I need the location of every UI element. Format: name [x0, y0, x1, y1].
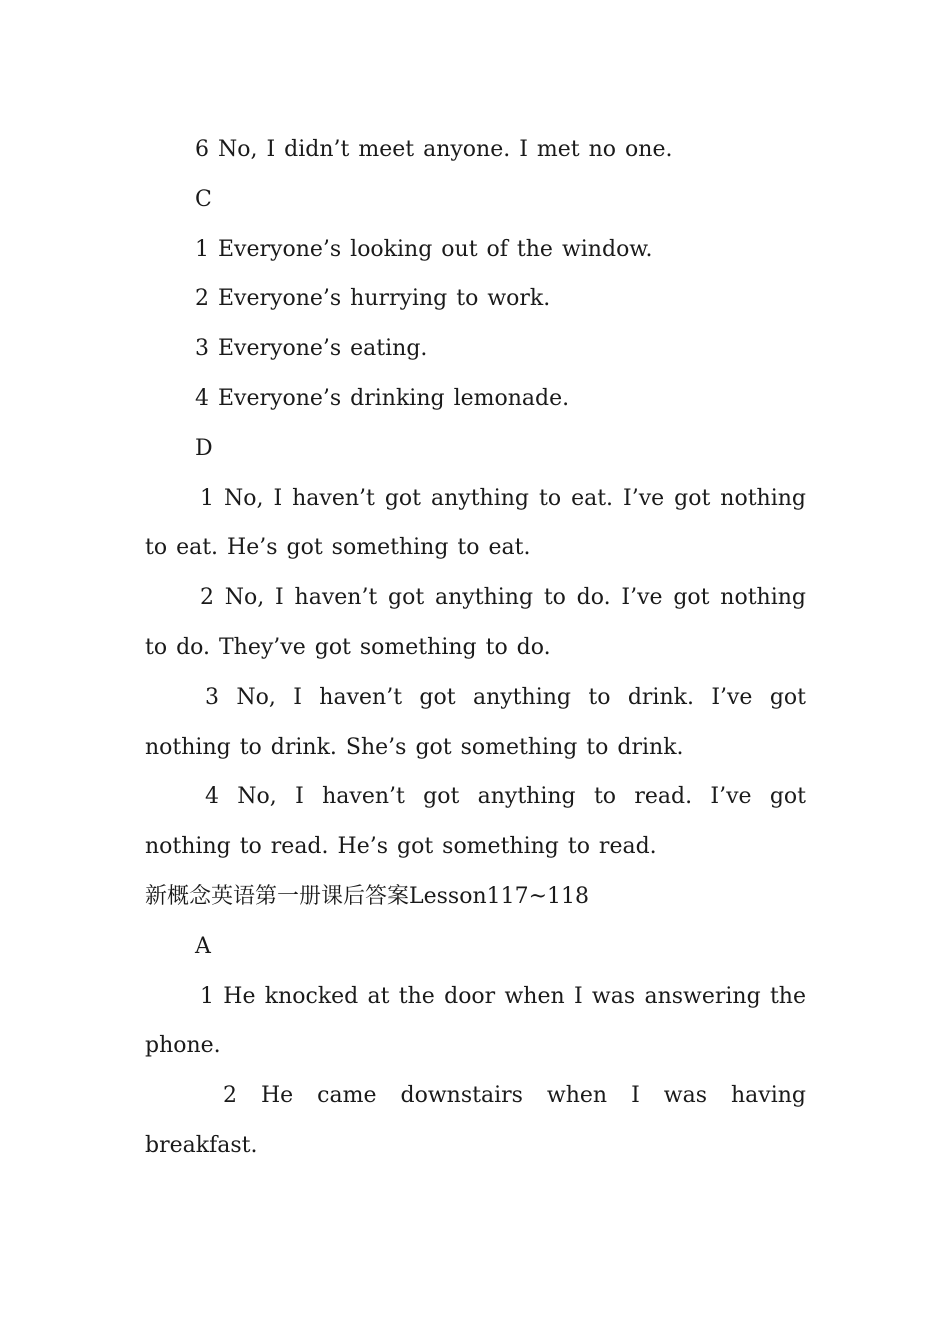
answer-line: 6 No, I didn’t meet anyone. I met no one. [195, 137, 673, 162]
answer-paragraph: 1 He knocked at the door when I was answering the phone. [145, 983, 806, 1059]
answer-line: 3 Everyone’s eating. [195, 336, 428, 362]
answer-line: 2 Everyone’s hurrying to work. [195, 286, 551, 312]
answer-paragraph: 2 He came downstairs when I was having breakfast. [145, 1083, 806, 1158]
section-label-d: D [195, 435, 213, 461]
answer-paragraph: 3 No, I haven’t got anything to drink. I’ve got nothing to drink. She’s got something to drink. [145, 684, 806, 760]
answer-paragraph: 1 No, I haven’t got anything to eat. I’ve got nothing to eat. He’s got something to eat. [145, 485, 806, 561]
section-label-c: C [195, 186, 212, 212]
answer-paragraph: 2 No, I haven’t got anything to do. I’ve got nothing to do. They’ve got something to do. [145, 585, 806, 660]
document-body [145, 125, 806, 1171]
section-label-a: A [195, 933, 211, 959]
answer-paragraph: 4 No, I haven’t got anything to read. I’ve got nothing to read. He’s got something to read. [145, 784, 806, 860]
answer-line: 1 Everyone’s looking out of the window. [195, 236, 653, 262]
lesson-heading: 新概念英语第一册课后答案Lesson117~118 [145, 883, 590, 909]
answer-line: 4 Everyone’s drinking lemonade. [195, 385, 570, 411]
